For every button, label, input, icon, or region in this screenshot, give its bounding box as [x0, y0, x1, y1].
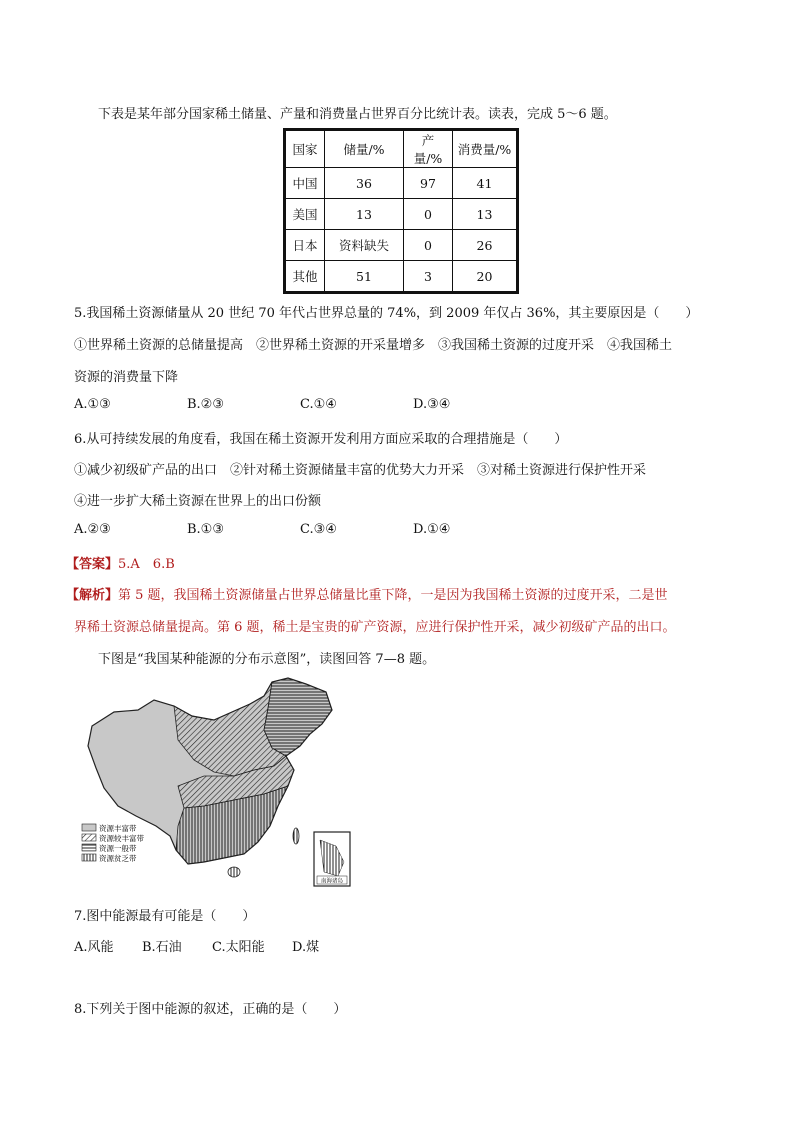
analysis-line-1 — [66, 584, 668, 603]
option-c: C.③④ — [300, 522, 337, 537]
answer-text: 5.A 6.B — [118, 557, 175, 572]
question-7-options — [74, 936, 319, 955]
table-cell: 36 — [325, 168, 404, 199]
question-8-stem: 8.下列关于图中能源的叙述，正确的是（ ） — [74, 1002, 347, 1017]
intro-text-7-8: 下图是“我国某种能源的分布示意图”，读图回答 7—8 题。 — [98, 652, 436, 667]
table-header: 国家 — [285, 130, 325, 168]
question-5-statements-cont: 资源的消费量下降 — [74, 370, 179, 385]
energy-distribution-map — [74, 676, 364, 894]
legend-label: 资源贫乏带 — [99, 854, 137, 863]
legend-label: 资源较丰富带 — [99, 834, 144, 843]
table-row — [285, 261, 518, 293]
hainan-island — [228, 867, 240, 877]
table-cell: 51 — [325, 261, 404, 293]
table-header-row — [285, 130, 518, 168]
question-7-stem: 7.图中能源最有可能是（ ） — [74, 909, 256, 924]
question-6-statements-cont: ④进一步扩大稀土资源在世界上的出口份额 — [74, 494, 322, 509]
inset-label: 南海诸岛 — [320, 878, 344, 885]
analysis-line-2: 界稀土资源总储量提高。第 6 题，稀土是宝贵的矿产资源，应进行保护性开采，减少初级矿产品的出口。 — [74, 620, 676, 635]
table-header: 产量/% — [404, 130, 453, 168]
question-6-stem: 6.从可持续发展的角度看，我国在稀土资源开发利用方面应采取的合理措施是（ ） — [74, 432, 568, 447]
option-a: A.风能 — [74, 940, 114, 955]
legend-swatch-average — [82, 844, 96, 851]
map-legend — [82, 823, 144, 863]
table-row — [285, 168, 518, 199]
table-cell: 26 — [453, 230, 518, 261]
question-5-stem: 5.我国稀土资源储量从 20 世纪 70 年代占世界总量的 74%，到 2009 年仅占 36%，其主要原因是（ ） — [74, 306, 699, 321]
rare-earth-table — [283, 128, 519, 294]
table-cell: 美国 — [285, 199, 325, 230]
table-header: 储量/% — [325, 130, 404, 168]
table-cell: 中国 — [285, 168, 325, 199]
table-cell: 日本 — [285, 230, 325, 261]
answer-line — [66, 553, 175, 572]
option-d: D.煤 — [292, 940, 320, 955]
table-cell: 其他 — [285, 261, 325, 293]
question-6-statements: ①减少初级矿产品的出口 ②针对稀土资源储量丰富的优势大力开采 ③对稀土资源进行保护性开采 — [74, 463, 647, 478]
legend-swatch-rich — [82, 824, 96, 831]
table-row — [285, 199, 518, 230]
table-cell: 41 — [453, 168, 518, 199]
question-6-options — [74, 522, 526, 537]
legend-swatch-fairly-rich — [82, 834, 96, 841]
legend-swatch-poor — [82, 854, 96, 861]
table-cell: 20 — [453, 261, 518, 293]
option-d: D.③④ — [413, 397, 451, 412]
taiwan-island — [293, 828, 299, 844]
option-b: B.石油 — [142, 940, 182, 955]
table-cell: 13 — [453, 199, 518, 230]
south-china-sea-inset — [314, 832, 350, 886]
table-cell: 97 — [404, 168, 453, 199]
table-cell: 3 — [404, 261, 453, 293]
table-cell: 13 — [325, 199, 404, 230]
table-row — [285, 230, 518, 261]
option-a: A.②③ — [74, 522, 111, 537]
answer-label: 【答案】 — [66, 557, 119, 572]
table-cell: 资料缺失 — [325, 230, 404, 261]
question-5-statements: ①世界稀土资源的总储量提高 ②世界稀土资源的开采量增多 ③我国稀土资源的过度开采 ④我国稀土 — [74, 338, 673, 353]
legend-label: 资源一般带 — [99, 844, 137, 853]
option-c: C.①④ — [300, 397, 337, 412]
option-b: B.②③ — [187, 397, 224, 412]
question-5-options — [74, 397, 526, 412]
option-d: D.①④ — [413, 522, 451, 537]
intro-text-5-6: 下表是某年部分国家稀土储量、产量和消费量占世界百分比统计表。读表，完成 5～6 题。 — [98, 107, 617, 122]
legend-label: 资源丰富带 — [99, 824, 137, 833]
table-cell: 0 — [404, 230, 453, 261]
option-b: B.①③ — [187, 522, 224, 537]
table-header: 消费量/% — [453, 130, 518, 168]
option-a: A.①③ — [74, 397, 111, 412]
option-c: C.太阳能 — [212, 940, 265, 955]
analysis-label: 【解析】 — [66, 588, 119, 603]
analysis-text: 第 5 题，我国稀土资源储量占世界总储量比重下降，一是因为我国稀土资源的过度开采，二是世 — [118, 588, 668, 603]
table-cell: 0 — [404, 199, 453, 230]
